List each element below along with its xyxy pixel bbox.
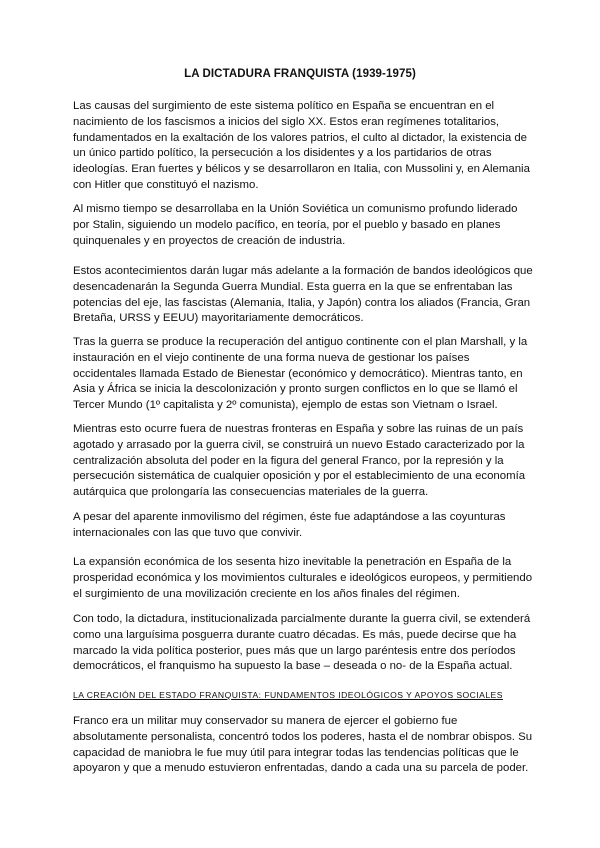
paragraph-union-sovietica: Al mismo tiempo se desarrollaba en la Unión Soviética un comunismo profundo liderado por Stalin, siguiendo un modelo pacífico, en teoría, por el pueblo y basado en planes quinquenales y en proyectos de creación de industria.: [73, 203, 518, 247]
paragraph-expansion: La expansión económica de los sesenta hizo inevitable la penetración en España de la prosperidad económica y los movimientos culturales e ideológicos europeos, y permitiendo el surgimiento de una movilización creciente en los años finales del régimen.: [73, 556, 533, 600]
document-title: LA DICTADURA FRANQUISTA (1939-1975): [184, 68, 416, 80]
paragraph-nuevo-estado: Mientras esto ocurre fuera de nuestras fronteras en España y sobre las ruinas de un país agotado y arrasado por la guerra civil, se construirá un nuevo Estado caracterizado por la centralización absoluta del poder en la figura del general Franco, por la represión y la persecución sistemática de cualquier oposición y por el establecimiento de una economía autárquica que prolongaría las consecuencias materiales de la guerra.: [73, 423, 526, 499]
paragraph-segunda-guerra: Estos acontecimientos darán lugar más adelante a la formación de bandos ideológicos que desencadenarán la Segunda Guerra Mundial. Esta guerra en la que se enfrentaban las potencias del eje, las fascistas (Alemania, Italia, y Japón) contra los aliados (Francia, Gran Bretaña, URSS y EEUU) mayoritariamente democráticos.: [73, 265, 533, 325]
paragraph-franco: Franco era un militar muy conservador su manera de ejercer el gobierno fue absolutamente personalista, concentró todos los poderes, hasta el de nombrar obispos. Su capacidad de maniobra le fue muy útil para integrar todas las tendencias políticas que le apoyaron y que a menudo estuvieron enfrentadas, dando a cada una su parcela de poder.: [73, 715, 533, 775]
paragraph-inmovilismo: A pesar del aparente inmovilismo del régimen, éste fue adaptándose a las coyunturas internacionales con las que tuvo que convivir.: [73, 511, 506, 539]
paragraph-causas: Las causas del surgimiento de este sistema político en España se encuentran en el nacimiento de los fascismos a inicios del siglo XX. Estos eran regímenes totalitarios, fundamentados en la exaltación de los valores patrios, el culto al dictador, la existencia de un único partido político, la persecución a los disidentes y a los partidarios de otras ideologías. Eran fuertes y bélicos y se desarrollaron en Italia, con Mussolini y, en Alemania con Hitler que constituyó el nazismo.: [73, 100, 530, 191]
paragraph-con-todo: Con todo, la dictadura, institucionalizada parcialmente durante la guerra civil, se extenderá como una larguísima posguerra durante cuatro décadas. Es más, puede decirse que ha marcado la vida política posterior, pues más que un largo paréntesis entre dos períodos democráticos, el franquismo ha supuesto la base – deseada o no- de la España actual.: [73, 613, 531, 673]
section-heading: LA CREACIÓN DEL ESTADO FRANQUISTA: FUNDAMENTOS IDEOLÓGICOS Y APOYOS SOCIALES: [73, 690, 503, 700]
paragraph-posguerra-mundial: Tras la guerra se produce la recuperación del antiguo continente con el plan Marshall, y la instauración en el viejo continente de una forma nueva de gestionar los países occidentales llamada Estado de Bienestar (económico y democrático). Mientras tanto, en Asia y África se inicia la descolonización y pronto surgen conflictos en lo que se llamó el Tercer Mundo (1º capitalista y 2º comunista), ejemplo de estas son Vietnam o Israel.: [73, 336, 528, 412]
